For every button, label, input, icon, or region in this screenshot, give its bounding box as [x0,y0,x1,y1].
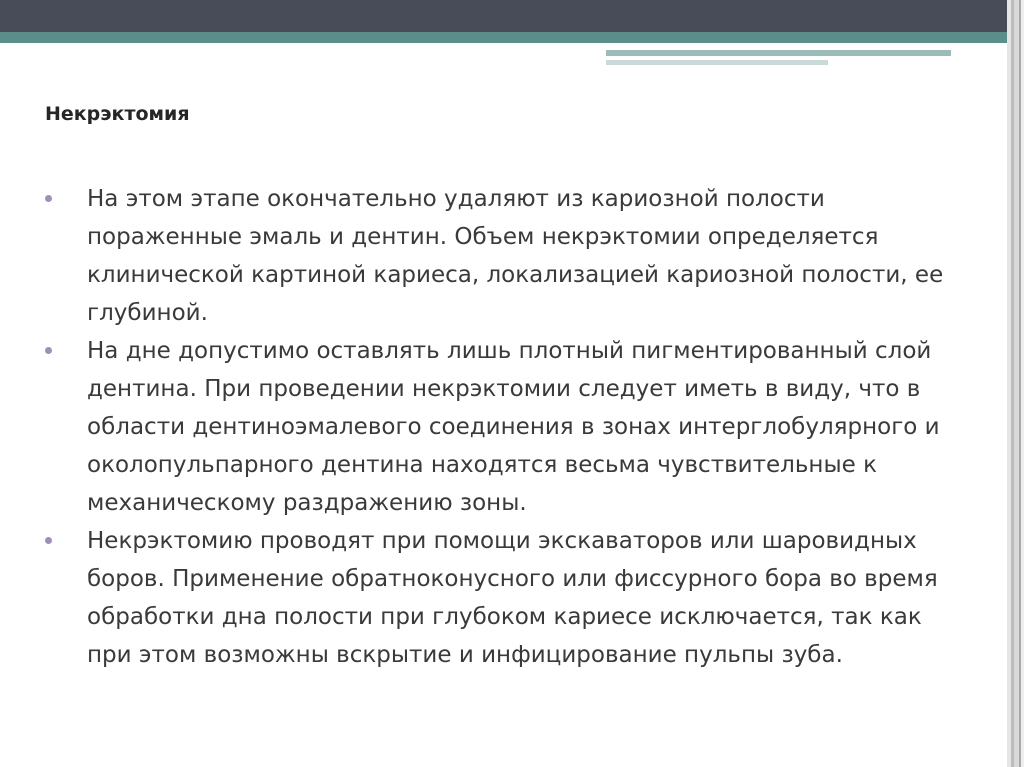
bullet-text: Некрэктомию проводят при помощи экскаваторов или шаровидных боров. Применение обратноконусного или фиссурного бора во время обработки дна полости при глубоком кариесе исключается, так как при этом возможны вскрытие и инфицирование пульпы зуба. [87,528,938,668]
header-teal-bar [0,32,1024,43]
bullet-dot-icon [45,195,52,202]
slide-title: Некрэктомия [45,103,190,125]
right-edge-decoration [1007,0,1024,767]
bullet-text: На этом этапе окончательно удаляют из кариозной полости пораженные эмаль и дентин. Объем некрэктомии определяется клинической картиной кариеса, локализацией кариозной полости, ее глубиной. [87,186,944,326]
header-accent-strip [606,50,951,56]
bullet-text: На дне допустимо оставлять лишь плотный пигментированный слой дентина. При проведении некрэктомии следует иметь в виду, что в области дентиноэмалевого соединения в зонах интерглобулярного и околопульпарного дентина находятся весьма чувствительные к механическому раздражению зоны. [87,338,940,516]
header-dark-bar [0,0,1024,32]
bullet-item [45,522,965,674]
bullet-dot-icon [45,537,52,544]
bullet-list [45,180,965,674]
bullet-dot-icon [45,347,52,354]
bullet-item [45,332,965,522]
bullet-item [45,180,965,332]
header-accent-strip-secondary [606,60,828,65]
